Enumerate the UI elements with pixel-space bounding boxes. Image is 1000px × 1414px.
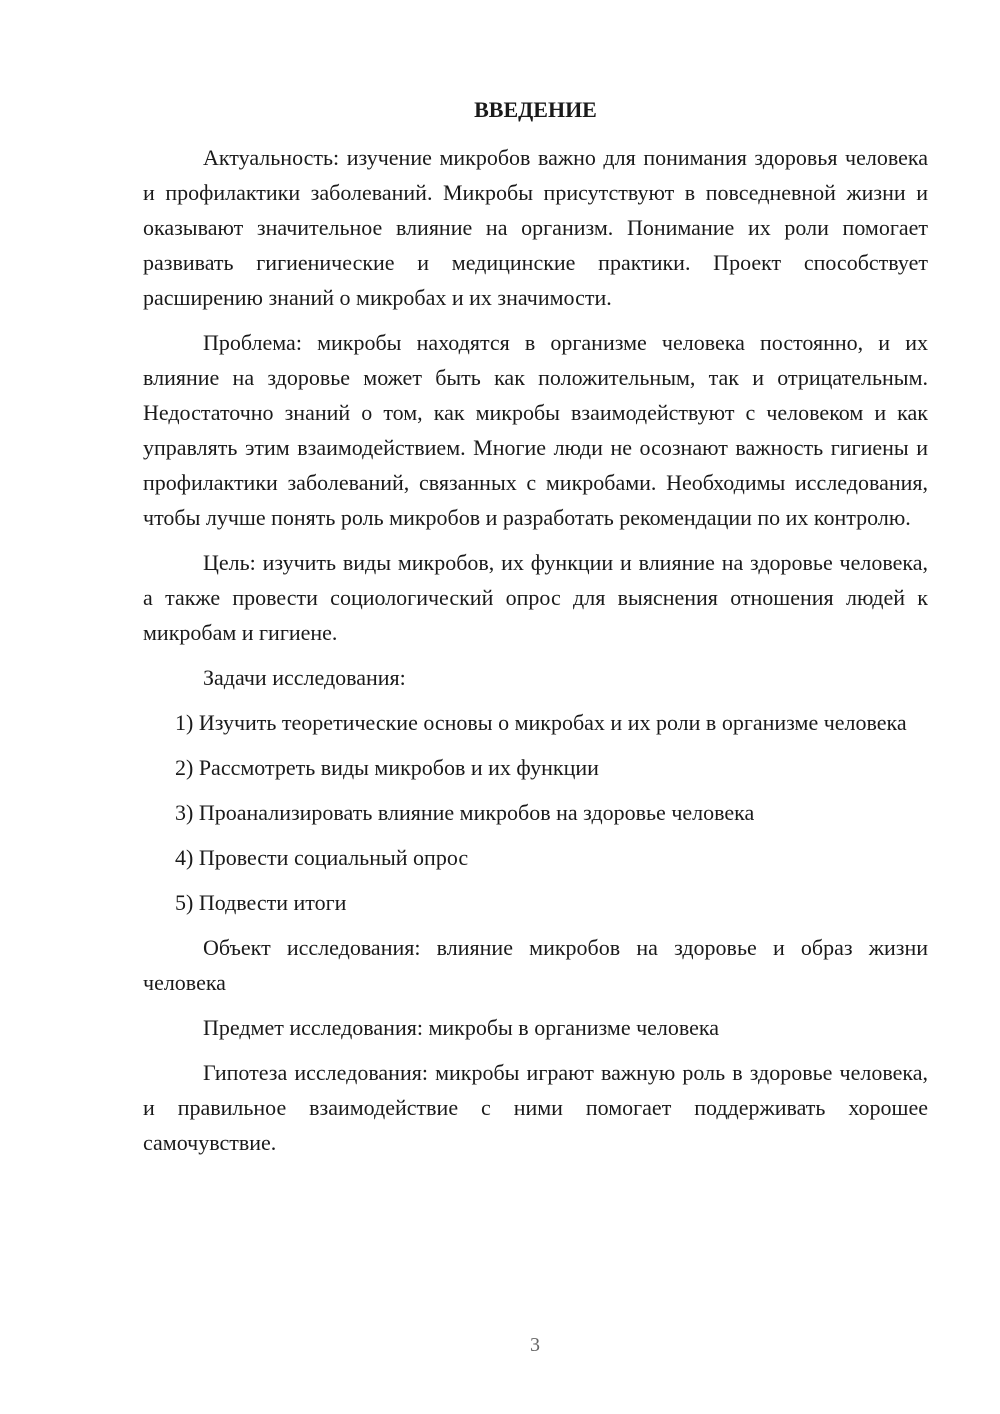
list-item: 3) Проанализировать влияние микробов на здоровье человека — [175, 800, 755, 825]
paragraph-tasks-title: Задачи исследования: — [203, 665, 406, 690]
paragraph-problem: Проблема: микробы находятся в организме человека постоянно, и их влияние на здоровье может быть как положительным, так и отрицательным. Недостаточно знаний о том, как микробы взаимодействуют с человеком и как управлять этим взаимодействием. Многие люди не осознают важность гигиены и профилактики заболеваний, связанных с микробами. Необходимы исследования, чтобы лучше понять роль микробов и разработать рекомендации по их контролю. — [143, 330, 928, 530]
paragraph-subject: Предмет исследования: микробы в организме человека — [203, 1015, 720, 1040]
paragraph-relevance: Актуальность: изучение микробов важно для понимания здоровья человека и профилактики заболеваний. Микробы присутствуют в повседневной жизни и оказывают значительное влияние на организм. Понимание их роли помогает развивать гигиенические и медицинские практики. Проект способствует расширению знаний о микробах и их значимости. — [143, 145, 928, 310]
list-item: 5) Подвести итоги — [175, 890, 347, 915]
list-item: 4) Провести социальный опрос — [175, 845, 469, 870]
document-body — [143, 90, 928, 1170]
paragraph-hypothesis: Гипотеза исследования: микробы играют важную роль в здоровье человека, и правильное взаимодействие с ними помогает поддерживать хорошее самочувствие. — [143, 1060, 928, 1155]
paragraph-goal: Цель: изучить виды микробов, их функции и влияние на здоровье человека, а также провести социологический опрос для выяснения отношения людей к микробам и гигиене. — [143, 550, 928, 645]
page-number: 3 — [530, 1334, 540, 1356]
section-heading: ВВЕДЕНИЕ — [474, 97, 597, 122]
paragraph-object: Объект исследования: влияние микробов на здоровье и образ жизни человека — [143, 935, 928, 995]
list-item: 2) Рассмотреть виды микробов и их функции — [175, 755, 599, 780]
list-item: 1) Изучить теоретические основы о микробах и их роли в организме человека — [175, 710, 907, 735]
tasks-list — [143, 705, 928, 920]
